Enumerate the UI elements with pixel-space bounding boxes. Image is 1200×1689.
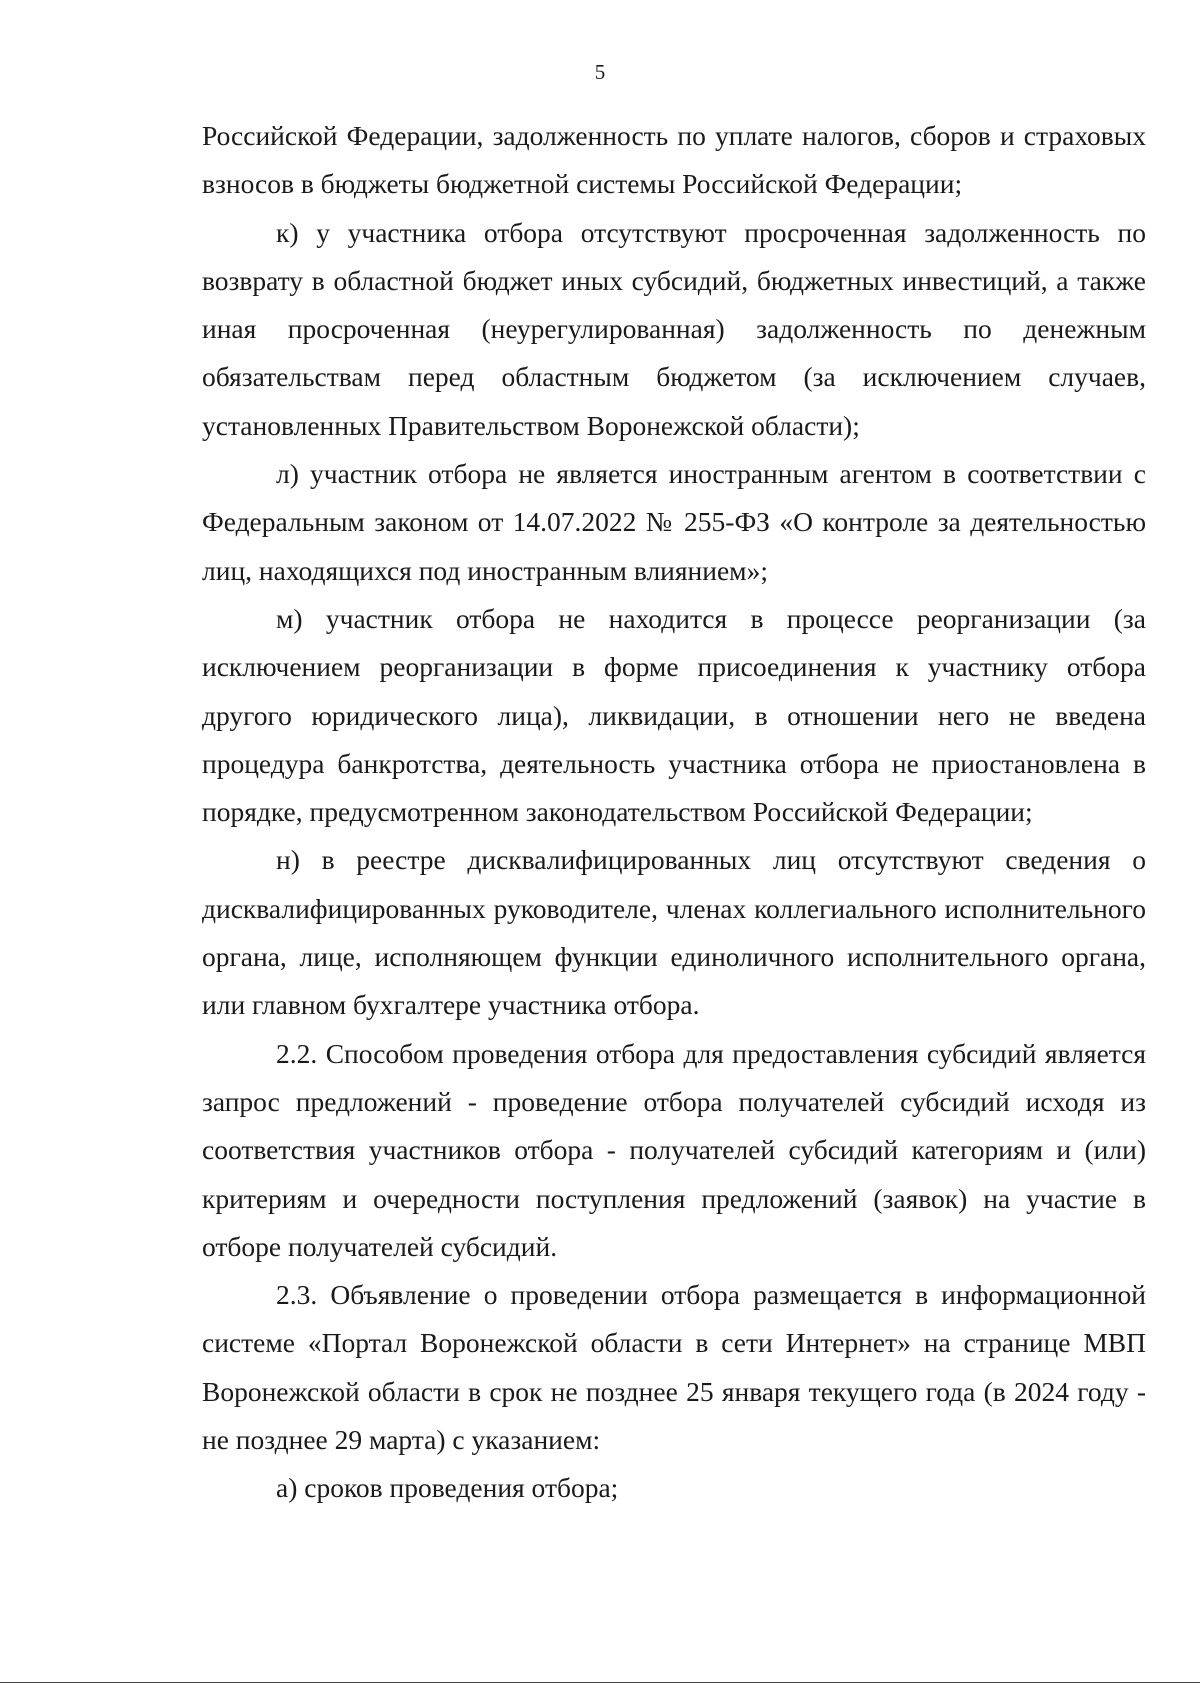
- page-number: 5: [594, 60, 606, 84]
- paragraph-continuation: Российской Федерации, задолженность по уплате налогов, сборов и страховых взносов в бюджеты бюджетной системы Российской Федерации;: [202, 120, 1146, 200]
- paragraph-item-l: л) участник отбора не является иностранным агентом в соответствии с Федеральным законом от 14.07.2022 № 255-ФЗ «О контроле за деятельностью лиц, находящихся под иностранным влиянием»;: [202, 458, 1146, 586]
- paragraph-2-2: 2.2. Способом проведения отбора для предоставления субсидий является запрос предложений - проведение отбора получателей субсидий исходя из соответствия участников отбора - получателей субсидий категориям и (или) критериям и очередности поступления предложений (заявок) на участие в отборе получателей субсидий.: [202, 1037, 1146, 1262]
- paragraph-item-n: н) в реестре дисквалифицированных лиц отсутствуют сведения о дисквалифицированных руководителе, членах коллегиального исполнительного органа, лице, исполняющем функции единоличного исполнительного органа, или главном бухгалтере участника отбора.: [202, 844, 1146, 1021]
- bottom-divider: [0, 1682, 1200, 1683]
- paragraph-item-m: м) участник отбора не находится в процессе реорганизации (за исключением реорганизации в форме присоединения к участнику отбора другого юридического лица), ликвидации, в отношении него не введена процедура банкротства, деятельность участника отбора не приостановлена в порядке, предусмотренном законодательством Российской Федерации;: [202, 602, 1146, 828]
- paragraph-item-k: к) у участника отбора отсутствуют просроченная задолженность по возврату в областной бюджет иных субсидий, бюджетных инвестиций, а также иная просроченная (неурегулированная) задолженность по денежным обязательствам перед областным бюджетом (за исключением случаев, установленных Правительством Воронежской области);: [202, 216, 1146, 441]
- document-body: [202, 112, 1146, 1513]
- paragraph-item-a: а) сроков проведения отбора;: [276, 1472, 619, 1504]
- paragraph-2-3: 2.3. Объявление о проведении отбора размещается в информационной системе «Портал Воронежской области в сети Интернет» на странице МВП Воронежской области в срок не позднее 25 января текущего года (в 2024 году - не позднее 29 марта) с указанием:: [202, 1279, 1146, 1456]
